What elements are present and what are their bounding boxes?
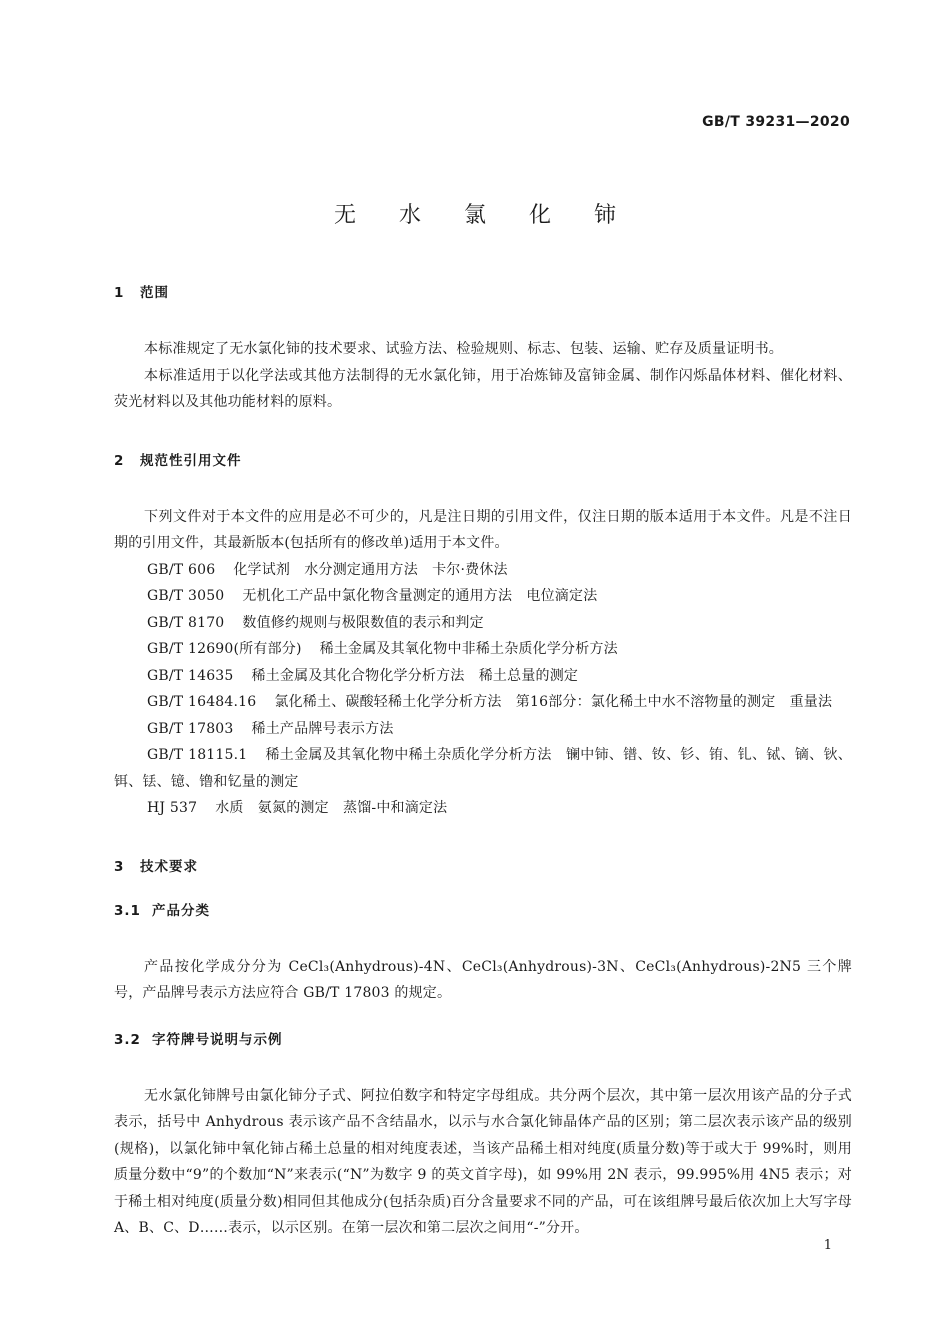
section-title: 规范性引用文件 <box>140 452 242 469</box>
reference-code: GB/T 16484.16 <box>147 694 257 710</box>
section-heading-normative-references <box>114 450 852 472</box>
paragraph: 下列文件对于本文件的应用是必不可少的，凡是注日期的引用文件，仅注日期的版本适用于本文件。凡是不注日期的引用文件，其最新版本(包括所有的修改单)适用于本文件。 <box>114 508 852 551</box>
reference-title: 稀土金属及其化合物化学分析方法 稀土总量的测定 <box>251 667 579 684</box>
reference-title: 稀土产品牌号表示方法 <box>251 720 394 737</box>
reference-title: 无机化工产品中氯化物含量测定的通用方法 电位滴定法 <box>242 588 598 604</box>
reference-title: 化学试剂 水分测定通用方法 卡尔·费休法 <box>233 561 508 578</box>
subsection-title: 字符牌号说明与示例 <box>152 1031 283 1048</box>
subsection-heading-product-classification <box>114 900 852 922</box>
reference-item <box>114 610 852 637</box>
reference-code: GB/T 12690(所有部分) <box>147 641 302 657</box>
section-number: 3 <box>114 858 125 875</box>
reference-item <box>114 557 852 584</box>
subsection-number: 3.1 <box>114 902 141 919</box>
reference-item <box>114 689 852 716</box>
reference-title: 数值修约规则与极限数值的表示和判定 <box>242 614 484 631</box>
reference-title: 稀土金属及其氧化物中非稀土杂质化学分析方法 <box>319 641 618 657</box>
page-number: 1 <box>823 1238 832 1253</box>
reference-item <box>114 663 852 690</box>
paragraph: 本标准适用于以化学法或其他方法制得的无水氯化铈，用于冶炼铈及富铈金属、制作闪烁晶体材料、催化材料、荧光材料以及其他功能材料的原料。 <box>114 367 852 410</box>
section-heading-technical-requirements <box>114 856 852 878</box>
paragraph: 产品按化学成分分为 CeCl₃(Anhydrous)-4N、CeCl₃(Anhydrous)-3N、CeCl₃(Anhydrous)-2N5 三个牌号，产品牌号表示方法应符合 GB/T 17803 的规定。 <box>114 958 852 1001</box>
reference-item <box>114 742 852 795</box>
reference-title: 水质 氨氮的测定 蒸馏-中和滴定法 <box>215 800 448 816</box>
reference-code: GB/T 8170 <box>147 614 225 631</box>
reference-code: HJ 537 <box>147 800 198 816</box>
reference-code: GB/T 3050 <box>147 588 225 604</box>
subsection-heading-grade-description <box>114 1029 852 1051</box>
document-title: 无 水 氯 化 铈 <box>334 203 634 228</box>
reference-code: GB/T 18115.1 <box>147 747 248 763</box>
reference-item <box>114 636 852 663</box>
reference-code: GB/T 606 <box>147 561 216 578</box>
reference-code: GB/T 17803 <box>147 720 234 737</box>
reference-title: 稀土金属及其氧化物中稀土杂质化学分析方法 镧中铈、镨、钕、钐、铕、钆、铽、镝、钬、铒、铥、镱、镥和钇量的测定 <box>114 747 852 790</box>
subsection-title: 产品分类 <box>152 902 210 919</box>
reference-title: 氯化稀土、碳酸轻稀土化学分析方法 第16部分：氯化稀土中水不溶物量的测定 重量法 <box>274 694 833 710</box>
subsection-number: 3.2 <box>114 1031 141 1048</box>
document-body <box>114 282 852 1242</box>
standard-code: GB/T 39231—2020 <box>702 114 850 130</box>
section-number: 2 <box>114 452 125 469</box>
reference-item <box>114 583 852 610</box>
reference-code: GB/T 14635 <box>147 667 234 684</box>
section-title: 范围 <box>140 285 169 301</box>
reference-item <box>114 795 852 822</box>
reference-item <box>114 716 852 743</box>
section-heading-scope <box>114 282 852 304</box>
section-title: 技术要求 <box>140 858 198 875</box>
section-number: 1 <box>114 285 125 301</box>
paragraph: 无水氯化铈牌号由氯化铈分子式、阿拉伯数字和特定字母组成。共分两个层次，其中第一层次用该产品的分子式表示，括号中 Anhydrous 表示该产品不含结晶水，以示与水合氯化铈晶体产品的区别；第二层次表示该产品的级别(规格)，以氯化铈中氧化铈占稀土总量的相对纯度表述，当该产品稀土相对纯度(质量分数)等于或大于 99%时，则用质量分数中“9”的个数加“N”来表示(“N”为数字 9 的英文首字母)，如 99%用 2N 表示，99.995%用 4N5 表示；对于稀土相对纯度(质量分数)相同但其他成分(包括杂质)百分含量要求不同的产品，可在该组牌号最后依次加上大写字母 A、B、C、D……表示，以示区别。在第一层次和第二层次之间用“-”分开。 <box>114 1087 852 1236</box>
paragraph: 本标准规定了无水氯化铈的技术要求、试验方法、检验规则、标志、包装、运输、贮存及质量证明书。 <box>144 341 783 357</box>
